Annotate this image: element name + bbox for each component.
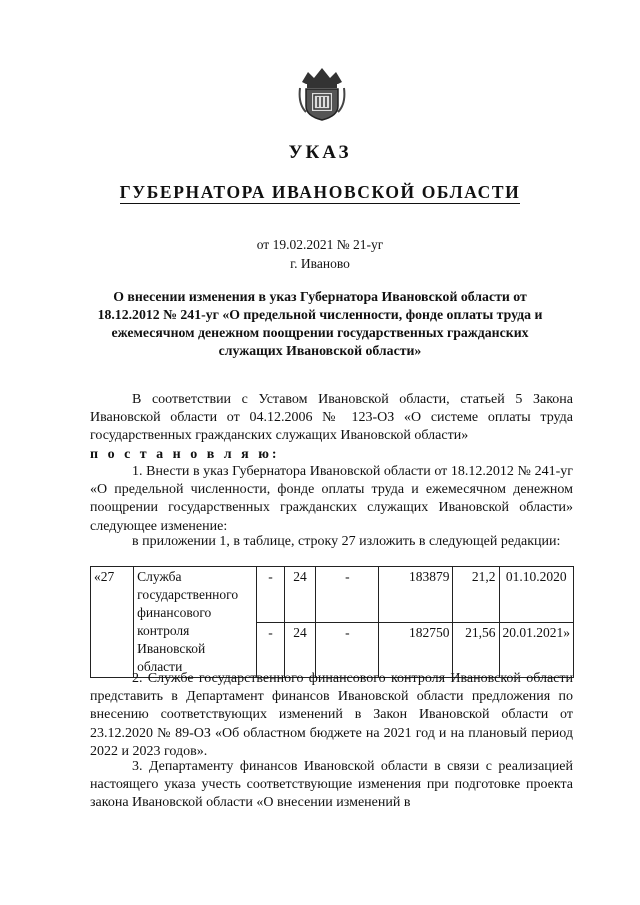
coat-of-arms-icon <box>298 64 346 122</box>
table-cell: 24 <box>284 622 316 678</box>
decree-title: УКАЗ <box>288 142 352 163</box>
table-cell: 01.10.2020 <box>499 567 574 623</box>
table-cell: - <box>257 622 284 678</box>
decree-city: г. Иваново <box>290 256 350 271</box>
table-cell: 21,2 <box>453 567 499 623</box>
item-2: 2. Службе государственного финансового контроля Ивановской области представить в Департамент финансов Ивановской области предложения по внесению соответствующих изменений в Закон Ивановской области от 23.12.2020 № 89-ОЗ «Об областном бюджете на 2021 год и на плановый период 2022 и 2023 годов». <box>90 671 573 759</box>
amendment-table <box>90 566 574 678</box>
decree-word: п о с т а н о в л я ю: <box>90 446 280 462</box>
item-1: 1. Внести в указ Губернатора Ивановской области от 18.12.2012 № 241-уг «О предельной численности, фонде оплаты труда и ежемесячном денежном поощрении государственных гражданских служащих Ивановской области» следующее изменение: <box>90 464 573 534</box>
item-3: 3. Департаменту финансов Ивановской области в связи с реализацией настоящего указа учесть соответствующие изменения при подготовке проекта закона Ивановской области «О внесении изменений в <box>90 759 573 811</box>
table-cell: 20.01.2021» <box>499 622 574 678</box>
table-cell: 21,56 <box>453 622 499 678</box>
table-cell: 24 <box>284 567 316 623</box>
preamble-paragraph <box>90 391 573 464</box>
decree-subtitle: ГУБЕРНАТОРА ИВАНОВСКОЙ ОБЛАСТИ <box>119 182 521 202</box>
agency-name-cell: Служба государственного финансового контроля Ивановской области <box>134 567 257 678</box>
table-cell: - <box>316 567 379 623</box>
table-row <box>91 567 574 623</box>
table-cell: - <box>316 622 379 678</box>
table-cell: - <box>257 567 284 623</box>
row-number-cell: «27 <box>91 567 134 678</box>
preamble-text: В соответствии с Уставом Ивановской области, статьей 5 Закона Ивановской области от 04.12.2006 № 123-ОЗ «О системе оплаты труда государственных гражданских служащих Ивановской области» <box>90 392 573 444</box>
table-cell: 183879 <box>379 567 453 623</box>
decree-date-number: от 19.02.2021 № 21-уг <box>256 237 384 252</box>
item-1-sub: в приложении 1, в таблице, строку 27 изложить в следующей редакции: <box>132 534 561 549</box>
table-cell: 182750 <box>379 622 453 678</box>
decree-subject: О внесении изменения в указ Губернатора Ивановской области от 18.12.2012 № 241-уг «О предельной численности, фонде оплаты труда и ежемесячном денежном поощрении государственных гражданских служащих Ивановской области» <box>97 289 543 358</box>
